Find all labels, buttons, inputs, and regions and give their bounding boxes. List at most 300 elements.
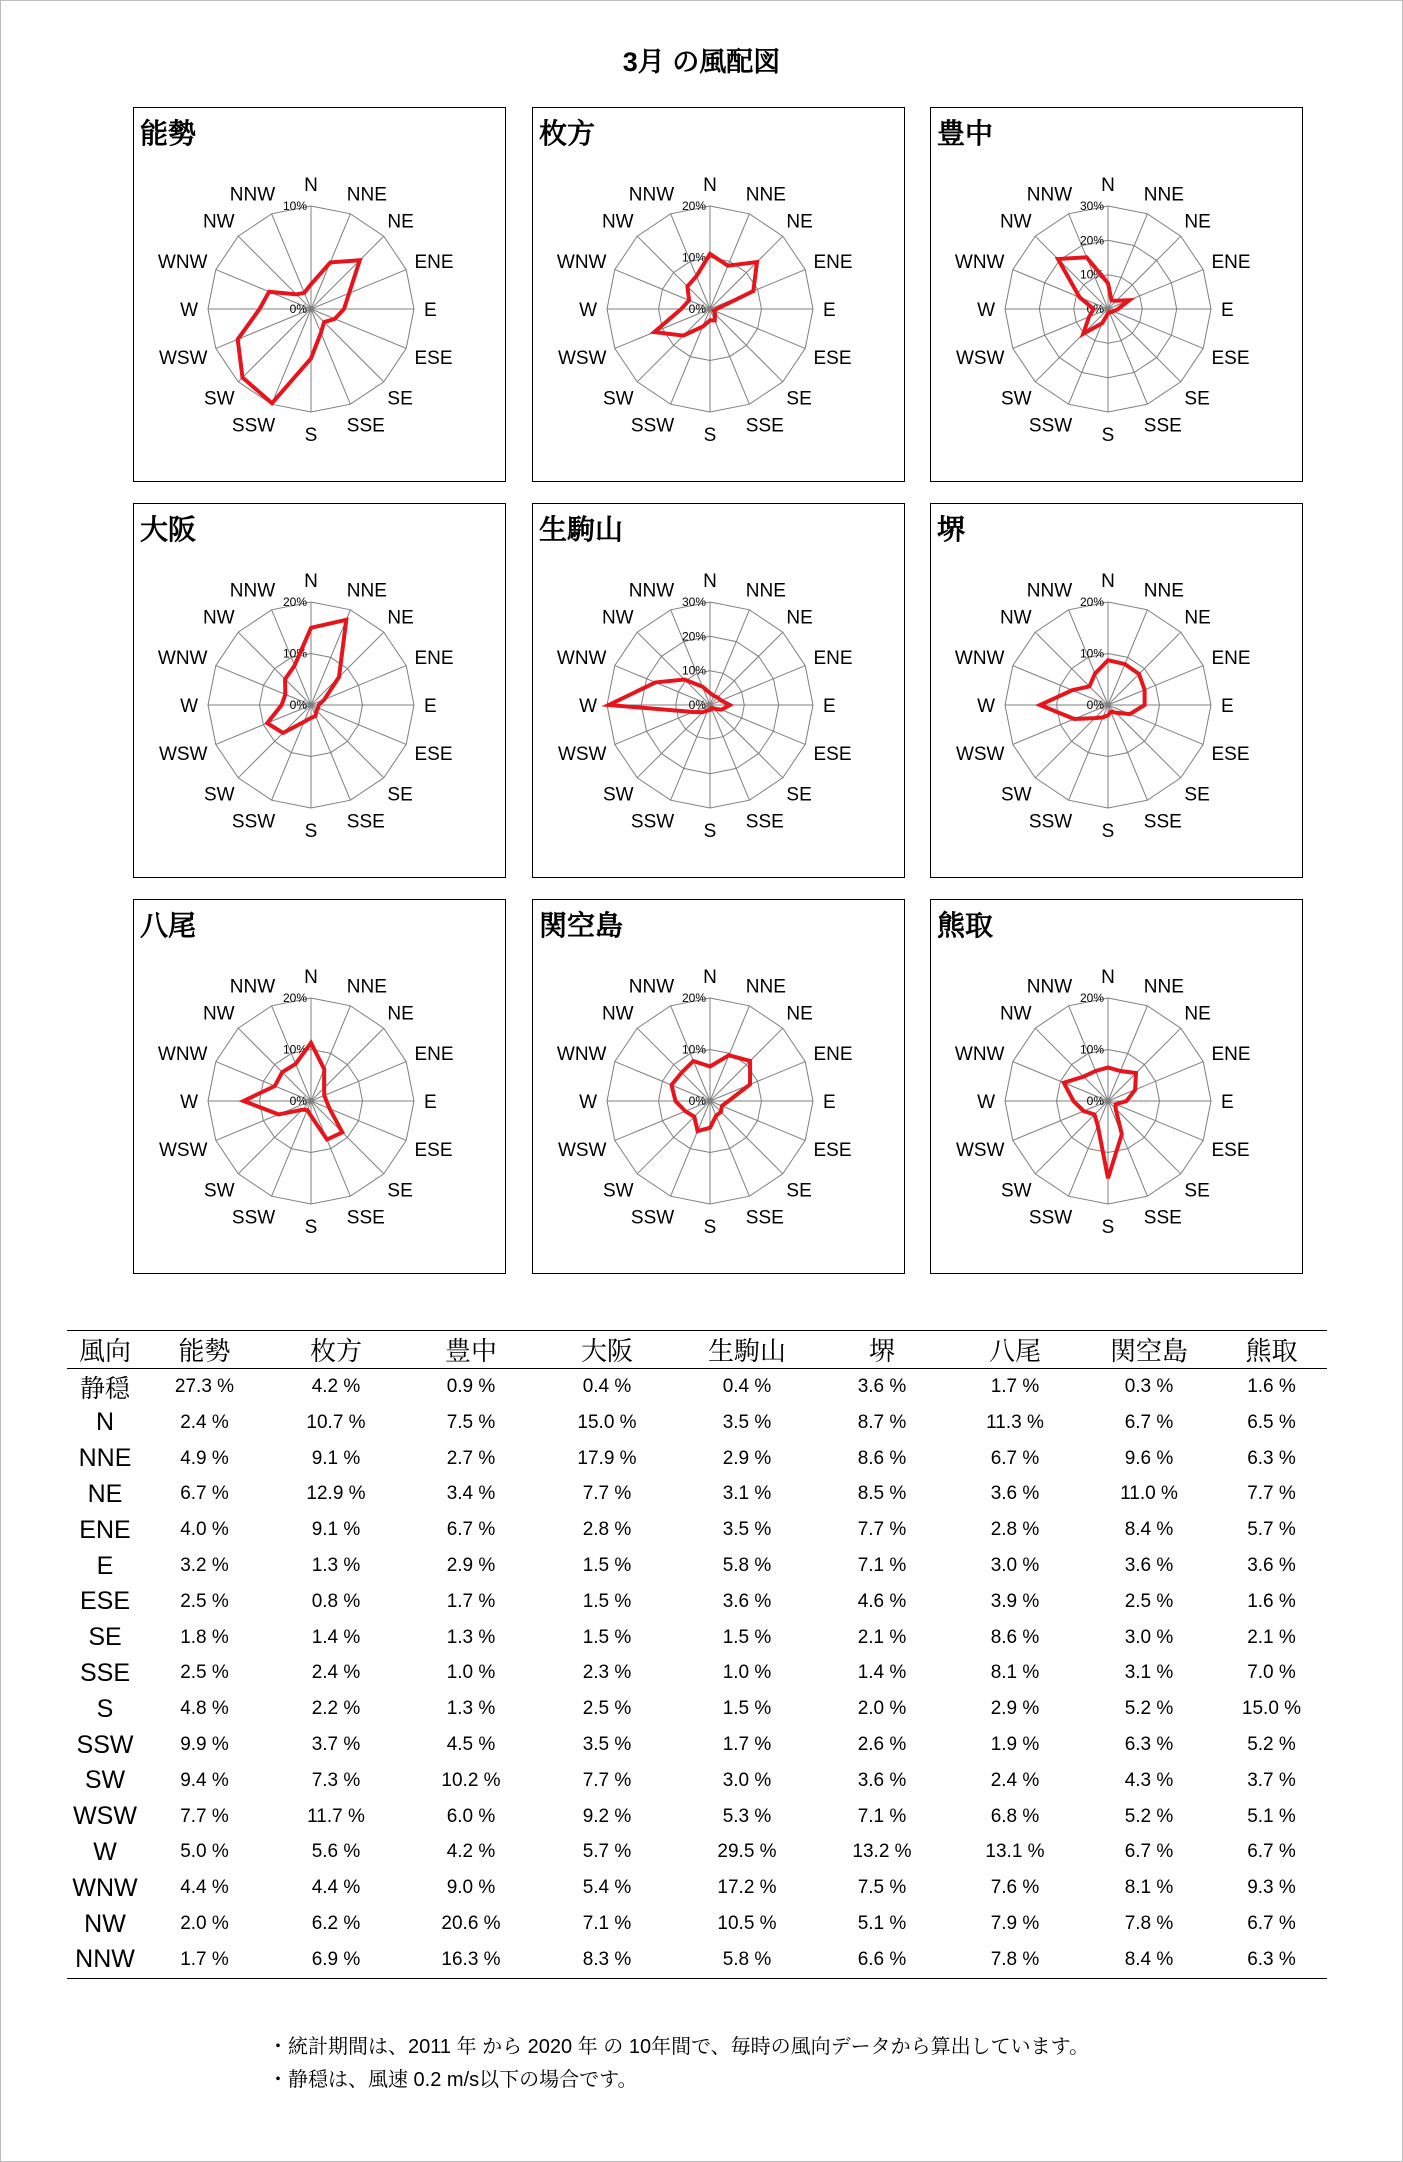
direction-label: N — [1101, 175, 1115, 196]
grid-spoke — [1035, 309, 1108, 382]
direction-label: W — [180, 300, 198, 321]
table-body — [67, 1369, 1327, 1979]
table-header-cell: 八尾 — [948, 1331, 1082, 1369]
direction-label: WSW — [557, 347, 607, 369]
direction-label: SE — [387, 388, 413, 410]
direction-label: ESE — [414, 1139, 453, 1161]
direction-label: NNW — [628, 976, 675, 998]
table-row-label: W — [93, 1837, 117, 1866]
direction-label: SE — [1184, 784, 1210, 806]
table-cell: 2.0 % — [857, 1698, 907, 1720]
table-cell: 1.8 % — [180, 1626, 229, 1648]
table-cell: 4.5 % — [446, 1734, 496, 1756]
table-cell: 8.7 % — [857, 1411, 907, 1433]
direction-label: N — [703, 571, 717, 592]
table-cell: 7.0 % — [1247, 1662, 1296, 1684]
table-row-label: NNE — [78, 1444, 132, 1473]
table-cell: 1.7 % — [990, 1376, 1040, 1397]
direction-label: WSW — [557, 743, 607, 765]
direction-label: WNW — [556, 252, 607, 274]
table-cell: 7.3 % — [311, 1769, 361, 1791]
wind-frequency-series — [654, 254, 757, 336]
direction-label: NNW — [229, 976, 276, 998]
table-cell: 6.7 % — [1124, 1411, 1174, 1433]
table-cell: 1.0 % — [446, 1662, 496, 1684]
table-row — [67, 1405, 1327, 1441]
table-cell: 8.5 % — [857, 1483, 907, 1505]
direction-label: NNE — [1143, 580, 1184, 602]
table-cell: 7.7 % — [857, 1519, 907, 1541]
direction-label: WNW — [157, 648, 208, 670]
station-name: 能勢 — [140, 118, 197, 149]
station-name: 関空島 — [539, 910, 624, 941]
direction-label: NW — [601, 607, 634, 629]
direction-label: S — [1101, 1217, 1115, 1238]
grid-spoke — [1035, 1101, 1108, 1174]
table-cell: 2.9 % — [446, 1555, 496, 1577]
wind-rose-chart — [931, 108, 1304, 483]
direction-label: ENE — [1211, 1044, 1251, 1066]
grid-spoke — [1108, 705, 1181, 778]
table-cell: 5.7 % — [582, 1841, 632, 1863]
table-cell: 6.8 % — [990, 1805, 1040, 1827]
page-title: 3月 の風配図 — [622, 47, 781, 77]
wind-rose-panel — [532, 107, 905, 482]
direction-label: SW — [1000, 784, 1032, 806]
table-header-cell: 熊取 — [1216, 1331, 1327, 1369]
table-cell: 29.5 % — [717, 1841, 777, 1863]
wind-rose-panel — [930, 899, 1303, 1274]
table-row-label: S — [96, 1694, 114, 1723]
direction-label: WNW — [157, 1044, 208, 1066]
direction-label: ENE — [1211, 648, 1251, 670]
table-cell: 9.2 % — [582, 1805, 632, 1827]
table-cell: 6.2 % — [311, 1913, 361, 1935]
direction-label: SSW — [630, 811, 675, 833]
table-cell: 4.9 % — [180, 1447, 229, 1469]
direction-label: W — [977, 300, 995, 321]
direction-label: SE — [786, 1180, 812, 1202]
table-header-cell: 能勢 — [143, 1331, 266, 1369]
direction-label: NW — [999, 211, 1032, 233]
ring-label: 10% — [1079, 646, 1104, 661]
direction-label: SSW — [630, 1207, 675, 1229]
table-cell: 4.6 % — [857, 1590, 907, 1612]
direction-label: SSE — [346, 415, 385, 437]
direction-label: NW — [999, 607, 1032, 629]
direction-label: ENE — [813, 1044, 853, 1066]
table-cell: 6.7 % — [1247, 1841, 1296, 1863]
ring-label: 10% — [282, 199, 307, 213]
table-cell: 7.5 % — [446, 1411, 496, 1433]
wind-frequency-table — [67, 1330, 1327, 1979]
wind-rose-panel — [930, 503, 1303, 878]
table-cell: 2.8 % — [990, 1519, 1040, 1541]
grid-spoke — [238, 632, 311, 705]
ring-label: 20% — [282, 595, 307, 609]
table-cell: 3.7 % — [311, 1734, 361, 1756]
table-cell: 3.9 % — [990, 1590, 1040, 1612]
direction-label: SW — [602, 1180, 634, 1202]
direction-label: E — [823, 696, 836, 717]
table-cell: 3.0 % — [1124, 1626, 1174, 1648]
direction-label: NE — [1184, 1003, 1211, 1025]
direction-label: N — [304, 967, 318, 988]
table-cell: 7.7 % — [180, 1805, 229, 1827]
table-cell: 12.9 % — [306, 1483, 366, 1505]
table-cell: 11.3 % — [986, 1411, 1044, 1433]
direction-label: WNW — [157, 252, 208, 274]
ring-label: 10% — [1079, 1042, 1104, 1057]
direction-label: NE — [786, 607, 813, 629]
table-cell: 1.7 % — [446, 1590, 496, 1612]
grid-spoke — [710, 309, 783, 382]
table-cell: 2.0 % — [180, 1913, 229, 1935]
station-name: 豊中 — [937, 118, 994, 149]
ring-label: 0% — [289, 698, 307, 712]
table-row — [67, 1942, 1327, 1978]
direction-label: SE — [786, 784, 812, 806]
table-cell: 6.3 % — [1247, 1447, 1296, 1469]
grid-spoke — [1108, 236, 1181, 309]
wind-frequency-series — [609, 680, 730, 713]
direction-label: N — [703, 175, 717, 196]
wind-rose-chart — [533, 900, 906, 1275]
table-cell: 16.3 % — [406, 1942, 536, 1978]
table-cell: 3.6 % — [722, 1590, 772, 1612]
table-cell: 2.6 % — [857, 1734, 907, 1756]
table-row — [67, 1763, 1327, 1799]
direction-label: WSW — [158, 1139, 208, 1161]
direction-label: NE — [1184, 607, 1211, 629]
table-cell: 0.4 % — [582, 1376, 632, 1397]
direction-label: SE — [387, 784, 413, 806]
table-cell: 1.0 % — [722, 1662, 772, 1684]
table-cell: 7.9 % — [990, 1913, 1040, 1935]
table-cell: 5.4 % — [582, 1877, 632, 1899]
direction-label: ESE — [813, 743, 852, 765]
direction-label: SSW — [630, 415, 675, 437]
table-cell: 17.9 % — [577, 1447, 637, 1469]
table-cell: 1.7 % — [722, 1734, 772, 1756]
table-cell: 8.4 % — [1082, 1942, 1216, 1978]
table-row — [67, 1548, 1327, 1584]
table-row-label: 静穏 — [79, 1375, 130, 1403]
direction-label: ESE — [1211, 743, 1250, 765]
direction-label: SE — [1184, 1180, 1210, 1202]
table-cell: 4.0 % — [180, 1519, 229, 1541]
table-cell: 8.1 % — [990, 1662, 1040, 1684]
table-cell: 7.1 % — [857, 1805, 907, 1827]
table-cell: 2.8 % — [582, 1519, 632, 1541]
direction-label: SSE — [745, 415, 784, 437]
direction-label: WNW — [556, 1044, 607, 1066]
table-row — [67, 1620, 1327, 1656]
table-cell: 10.7 % — [306, 1411, 366, 1433]
table-row-label: N — [95, 1408, 115, 1437]
direction-label: NNE — [745, 580, 786, 602]
table-cell: 7.1 % — [857, 1555, 907, 1577]
table-cell: 5.8 % — [678, 1942, 816, 1978]
table-cell: 7.7 % — [1247, 1483, 1296, 1505]
direction-label: WSW — [955, 1139, 1005, 1161]
direction-label: SW — [602, 388, 634, 410]
direction-label: SSW — [1028, 415, 1073, 437]
table-row — [67, 1441, 1327, 1477]
table-cell: 3.6 % — [990, 1483, 1040, 1505]
direction-label: NW — [202, 607, 235, 629]
ring-label: 10% — [681, 1042, 706, 1057]
table-cell: 6.5 % — [1247, 1411, 1296, 1433]
table-cell: 6.3 % — [1216, 1942, 1327, 1978]
table-cell: 11.0 % — [1120, 1483, 1178, 1505]
direction-label: ESE — [813, 1139, 852, 1161]
direction-label: SE — [387, 1180, 413, 1202]
wind-frequency-table-wrap — [67, 1330, 1327, 1979]
direction-label: NNW — [229, 580, 276, 602]
direction-label: S — [1101, 821, 1115, 842]
table-cell: 3.1 % — [722, 1483, 772, 1505]
direction-label: NNW — [628, 184, 675, 206]
direction-label: E — [1221, 1092, 1234, 1113]
grid-spoke — [710, 236, 783, 309]
table-cell: 4.3 % — [1124, 1769, 1174, 1791]
table-cell: 6.0 % — [446, 1805, 496, 1827]
wind-rose-panel — [133, 899, 506, 1274]
table-cell: 3.6 % — [1247, 1555, 1296, 1577]
table-cell: 1.7 % — [143, 1942, 266, 1978]
ring-label: 0% — [1086, 1094, 1104, 1108]
ring-label: 0% — [688, 1094, 706, 1108]
table-header-cell: 風向 — [67, 1331, 143, 1369]
table-cell: 2.4 % — [990, 1769, 1040, 1791]
direction-label: SE — [1184, 388, 1210, 410]
table-cell: 13.2 % — [852, 1841, 912, 1863]
table-cell: 9.6 % — [1124, 1447, 1174, 1469]
direction-label: SSW — [1028, 1207, 1073, 1229]
table-header-cell: 豊中 — [406, 1331, 536, 1369]
table-header-cell: 枚方 — [266, 1331, 406, 1369]
ring-label: 30% — [1079, 199, 1104, 213]
table-cell: 3.6 % — [857, 1769, 907, 1791]
table-row — [67, 1369, 1327, 1406]
table-cell: 6.7 % — [180, 1483, 229, 1505]
table-header-row — [67, 1331, 1327, 1369]
ring-label: 20% — [681, 199, 706, 213]
direction-label: SW — [1000, 1180, 1032, 1202]
table-row-label: NE — [87, 1479, 123, 1508]
ring-label: 0% — [688, 302, 706, 316]
direction-label: NW — [601, 1003, 634, 1025]
direction-label: N — [304, 175, 318, 196]
direction-label: E — [1221, 300, 1234, 321]
table-cell: 6.3 % — [1124, 1734, 1174, 1756]
ring-label: 10% — [681, 663, 706, 678]
grid-spoke — [710, 632, 783, 705]
direction-label: WSW — [557, 1139, 607, 1161]
table-cell: 5.2 % — [1124, 1805, 1174, 1827]
table-cell: 13.1 % — [985, 1841, 1045, 1863]
direction-label: WSW — [158, 347, 208, 369]
table-cell: 3.4 % — [446, 1483, 496, 1505]
ring-label: 20% — [1079, 991, 1104, 1005]
table-header-cell: 大阪 — [536, 1331, 678, 1369]
direction-label: N — [304, 571, 318, 592]
table-cell: 1.5 % — [582, 1590, 632, 1612]
table-cell: 1.4 % — [857, 1662, 907, 1684]
table-cell: 2.5 % — [180, 1590, 229, 1612]
table-row — [67, 1870, 1327, 1906]
table-cell: 0.9 % — [446, 1376, 496, 1397]
table-header-cell: 堺 — [816, 1331, 948, 1369]
direction-label: W — [180, 696, 198, 717]
table-cell: 3.6 % — [1124, 1555, 1174, 1577]
station-name: 熊取 — [937, 910, 994, 941]
table-cell: 4.4 % — [180, 1877, 229, 1899]
table-cell: 1.4 % — [311, 1626, 361, 1648]
direction-label: NNW — [1026, 976, 1073, 998]
table-cell: 1.5 % — [582, 1555, 632, 1577]
table-header-cell: 関空島 — [1082, 1331, 1216, 1369]
direction-label: S — [304, 1217, 318, 1238]
ring-label: 0% — [289, 302, 307, 316]
ring-label: 20% — [681, 991, 706, 1005]
table-cell: 3.0 % — [722, 1769, 772, 1791]
table-cell: 2.1 % — [1247, 1626, 1296, 1648]
wind-frequency-series — [1058, 257, 1129, 334]
table-cell: 3.5 % — [722, 1411, 772, 1433]
wind-rose-chart — [134, 900, 507, 1275]
direction-label: NNW — [1026, 184, 1073, 206]
grid-spoke — [311, 632, 384, 705]
direction-label: WSW — [955, 743, 1005, 765]
table-cell: 1.5 % — [722, 1626, 772, 1648]
table-cell: 3.2 % — [180, 1555, 229, 1577]
table-cell: 2.4 % — [180, 1411, 229, 1433]
table-cell: 1.3 % — [311, 1555, 361, 1577]
direction-label: ENE — [414, 648, 454, 670]
table-row — [67, 1512, 1327, 1548]
table-cell: 17.2 % — [717, 1877, 777, 1899]
table-cell: 4.4 % — [311, 1877, 361, 1899]
direction-label: SSE — [745, 811, 784, 833]
grid-spoke — [311, 309, 384, 382]
direction-label: NE — [387, 607, 414, 629]
direction-label: E — [1221, 696, 1234, 717]
direction-label: ESE — [1211, 1139, 1250, 1161]
table-cell: 5.3 % — [722, 1805, 772, 1827]
table-cell: 20.6 % — [441, 1913, 501, 1935]
ring-label: 0% — [688, 698, 706, 712]
wind-rose-panel — [930, 107, 1303, 482]
direction-label: N — [703, 967, 717, 988]
direction-label: SW — [203, 784, 235, 806]
direction-label: ENE — [813, 648, 853, 670]
table-cell: 0.4 % — [722, 1376, 772, 1397]
direction-label: ENE — [414, 1044, 454, 1066]
wind-rose-panel — [133, 503, 506, 878]
table-cell: 9.1 % — [311, 1447, 361, 1469]
direction-label: NNE — [1143, 184, 1184, 206]
ring-label: 20% — [681, 629, 706, 644]
note-period: ・統計期間は、2011 年 から 2020 年 の 10年間で、毎時の風向データから算出しています。 — [268, 2036, 1090, 2058]
direction-label: SSE — [1143, 1207, 1182, 1229]
table-row — [67, 1477, 1327, 1513]
table-cell: 3.7 % — [1247, 1769, 1296, 1791]
table-row-label: SSE — [79, 1658, 131, 1687]
table-cell: 10.5 % — [717, 1913, 777, 1935]
table-cell: 6.7 % — [1124, 1841, 1174, 1863]
table-cell: 5.8 % — [722, 1555, 772, 1577]
table-row-label: WSW — [73, 1802, 137, 1831]
direction-label: N — [1101, 967, 1115, 988]
table-cell: 11.7 % — [307, 1805, 365, 1827]
direction-label: WNW — [954, 648, 1005, 670]
table-cell: 9.3 % — [1247, 1877, 1296, 1899]
direction-label: NE — [387, 211, 414, 233]
table-cell: 5.2 % — [1247, 1734, 1296, 1756]
direction-label: W — [977, 696, 995, 717]
station-name: 八尾 — [140, 910, 197, 941]
direction-label: NNW — [628, 580, 675, 602]
direction-label: NNW — [1026, 580, 1073, 602]
table-cell: 2.1 % — [857, 1626, 907, 1648]
table-row-label: ESE — [79, 1587, 131, 1616]
grid-spoke — [311, 1101, 384, 1174]
table-row-label: WNW — [72, 1873, 138, 1902]
direction-label: W — [977, 1092, 995, 1113]
note-calm: ・静穏は、風速 0.2 m/s以下の場合です。 — [268, 2069, 638, 2091]
table-cell: 0.3 % — [1124, 1376, 1174, 1397]
station-name: 生駒山 — [539, 514, 624, 545]
direction-label: SSE — [745, 1207, 784, 1229]
station-name: 枚方 — [539, 118, 596, 149]
table-row-label: NNW — [67, 1942, 143, 1978]
table-cell: 5.2 % — [1124, 1698, 1174, 1720]
grid-spoke — [1035, 1028, 1108, 1101]
table-cell: 1.5 % — [722, 1698, 772, 1720]
table-cell: 5.7 % — [1247, 1519, 1296, 1541]
table-row-label: ENE — [79, 1515, 131, 1544]
table-cell: 6.7 % — [1247, 1913, 1296, 1935]
direction-label: NE — [387, 1003, 414, 1025]
direction-label: SSW — [1028, 811, 1073, 833]
ring-label: 0% — [1086, 698, 1104, 712]
table-cell: 2.5 % — [582, 1698, 632, 1720]
table-cell: 9.9 % — [180, 1734, 229, 1756]
direction-label: WSW — [158, 743, 208, 765]
table-row — [67, 1727, 1327, 1763]
grid-spoke — [1108, 1028, 1181, 1101]
table-row-label: SW — [84, 1766, 126, 1795]
grid-spoke — [311, 705, 384, 778]
direction-label: S — [304, 821, 318, 842]
grid-spoke — [710, 1028, 783, 1101]
direction-label: SW — [203, 1180, 235, 1202]
direction-label: E — [823, 1092, 836, 1113]
direction-label: E — [424, 1092, 437, 1113]
direction-label: SSE — [346, 811, 385, 833]
wind-rose-chart — [533, 108, 906, 483]
table-cell: 2.7 % — [446, 1447, 496, 1469]
table-cell: 2.3 % — [582, 1662, 632, 1684]
table-cell: 1.9 % — [990, 1734, 1040, 1756]
table-cell: 8.1 % — [1124, 1877, 1174, 1899]
table-row — [67, 1691, 1327, 1727]
direction-label: SSW — [231, 415, 276, 437]
table-cell: 2.2 % — [311, 1698, 361, 1720]
table-cell: 3.5 % — [582, 1734, 632, 1756]
